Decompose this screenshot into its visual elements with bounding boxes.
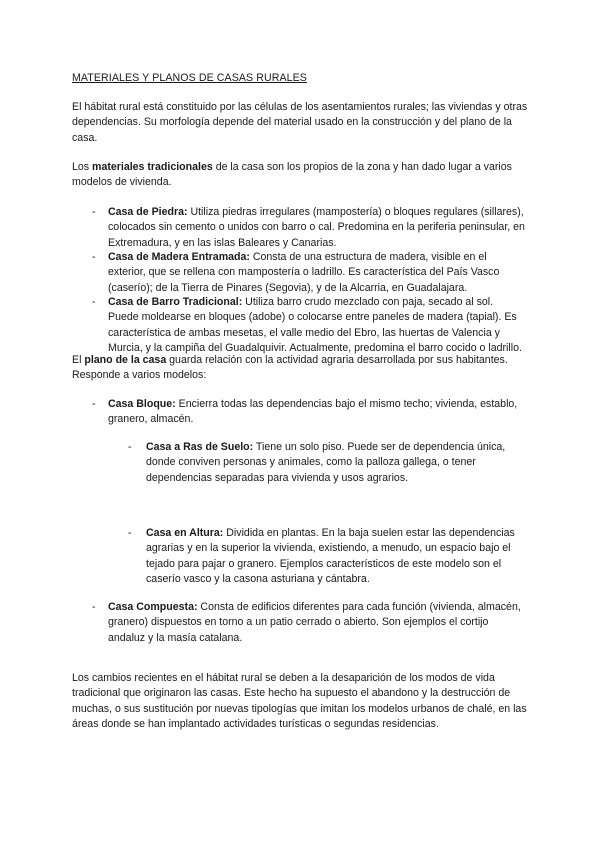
material-text: Utiliza barro crudo mezclado con paja, secado al sol. Puede moldearse en bloques (adobe) o colocarse entre paneles de madera (tapial). Es característica de ambas mesetas, el valle medio del Ebro, las huertas de Valencia y Murcia, y la campiña del Guadalquivir. Actualmente, predomina el barro cocido o ladrillo. [108, 296, 522, 354]
material-item-piedra [108, 205, 526, 251]
materials-intro-paragraph [72, 160, 532, 191]
plan-name: Casa a Ras de Suelo: [146, 441, 254, 453]
plan-text: Dividida en plantas. En la baja suelen estar las dependencias agrarias y en la superior la vivienda, existiendo, a menudo, un espacio bajo el tejado para pajar o granero. Ejemplos característicos de este modelo son el caserío vasco y la casona asturiana y cántabra. [146, 527, 515, 585]
plan-item-compuesta [108, 600, 526, 646]
material-item-barro [108, 295, 526, 356]
bullet-dash: - [92, 601, 96, 613]
material-name: Casa de Barro Tradicional: [108, 296, 243, 308]
plan-item-bloque [108, 397, 526, 428]
material-item-madera [108, 250, 526, 296]
bullet-dash: - [92, 206, 96, 218]
materials-intro-before: Los [72, 161, 93, 173]
bullet-dash: - [92, 398, 96, 410]
plan-item-en-altura [146, 526, 526, 587]
plan-name: Casa Bloque: [108, 398, 176, 410]
plan-text: Encierra todas las dependencias bajo el mismo techo; vivienda, establo, granero, almacén. [108, 398, 518, 426]
plan-intro-before: El [72, 354, 85, 366]
plan-text: Tiene un solo piso. Puede ser de dependencia única, donde conviven personas y animales, como la palloza gallega, o tener dependencias separadas para vivienda y usos agrarios. [146, 441, 506, 484]
bullet-dash: - [92, 251, 96, 263]
intro-paragraph: El hábitat rural está constituido por las células de los asentamientos rurales; las viviendas y otras dependencias. Su morfología depende del material usado en la construcción y del plano de la casa. [72, 101, 528, 144]
sub-bullet-dash: - [128, 441, 132, 453]
materials-intro-bold: materiales tradicionales [92, 161, 213, 173]
material-text: Utiliza piedras irregulares (mampostería) o bloques regulares (sillares), colocados sin cemento o unidos con barro o cal. Predomina en la periferia peninsular, en Extremadura, y en las islas Baleares y Canarias. [108, 206, 525, 249]
plan-intro-bold: plano de la casa [84, 354, 167, 366]
plan-name: Casa Compuesta: [108, 601, 198, 613]
plan-name: Casa en Altura: [146, 527, 224, 539]
bullet-dash: - [92, 296, 96, 308]
conclusion-paragraph: Los cambios recientes en el hábitat rural se deben a la desaparición de los modos de vida tradicional que originaron las casas. Este hecho ha supuesto el abandono y la destrucción de muchas, o sus sustitución por nuevas tipologías que imitan los modelos urbanos de chalé, en las áreas donde se han implantado actividades turísticas o segundas residencias. [72, 672, 527, 730]
material-name: Casa de Piedra: [108, 206, 188, 218]
plan-intro-after: guarda relación con la actividad agraria desarrollada por sus habitantes. Responde a varios modelos: [72, 354, 508, 382]
material-name: Casa de Madera Entramada: [108, 251, 250, 263]
plan-intro-paragraph [72, 353, 532, 384]
plan-text: Consta de edificios diferentes para cada función (vivienda, almacén, granero) dispuestos en torno a un patio cerrado o abierto. Son ejemplos el cortijo andaluz y la masía catalana. [108, 601, 521, 644]
document-title: MATERIALES Y PLANOS DE CASAS RURALES [72, 72, 307, 84]
materials-intro-after: de la casa son los propios de la zona y han dado lugar a varios modelos de vivienda. [72, 161, 512, 189]
material-text: Consta de una estructura de madera, visible en el exterior, que se rellena con mampostería o ladrillo. Es característica del País Vasco (caserío); de la Tierra de Pinares (Segovia), y de la Alcarria, en Guadalajara. [108, 251, 500, 294]
plan-item-ras-de-suelo [146, 440, 526, 486]
sub-bullet-dash: - [128, 527, 132, 539]
